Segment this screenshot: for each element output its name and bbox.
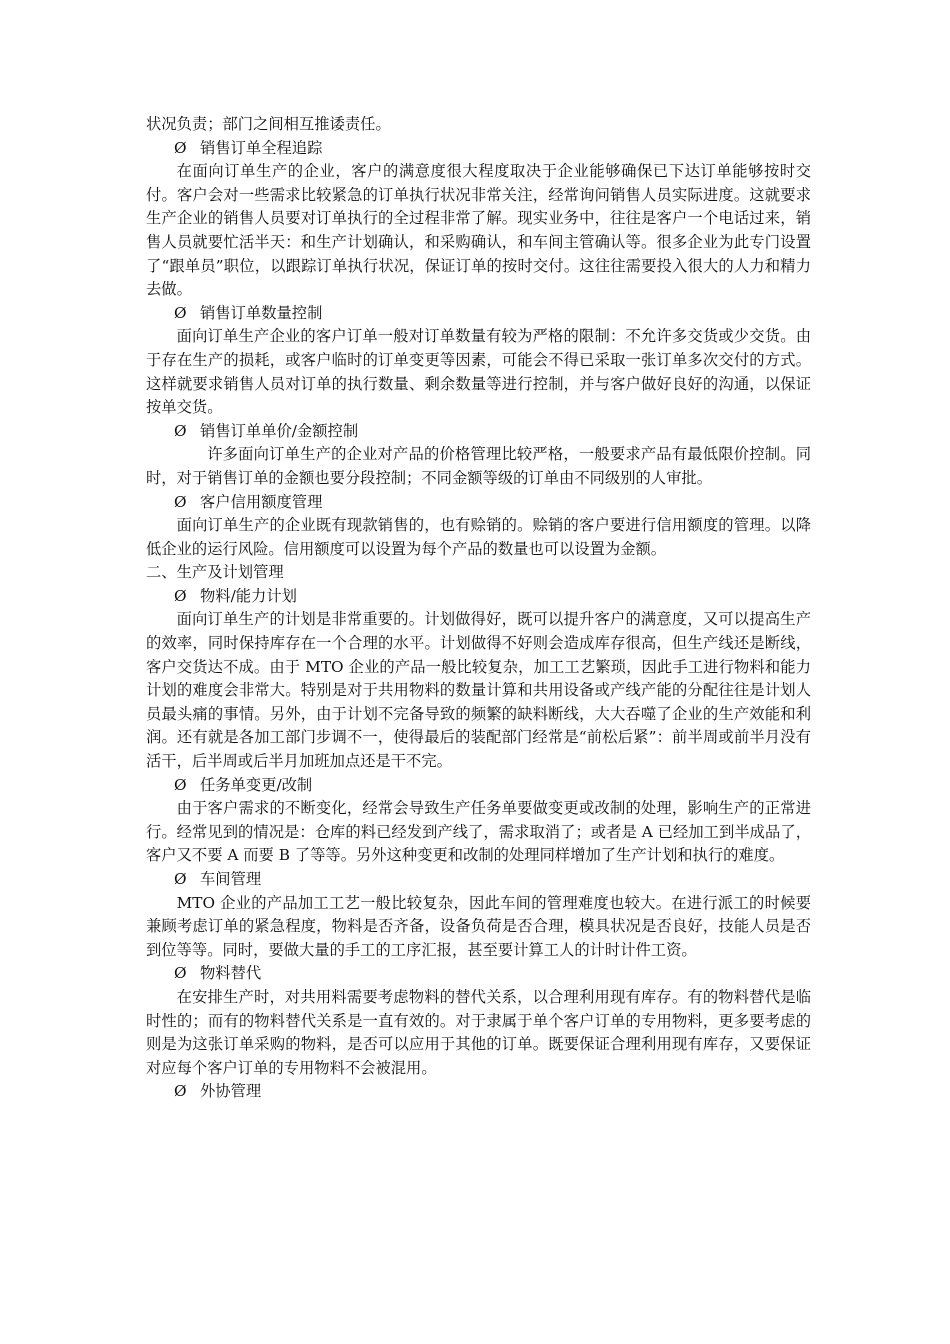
bullet-symbol-icon: Ø xyxy=(174,964,187,983)
bullet-heading-text: 销售订单数量控制 xyxy=(200,303,323,322)
paragraph: 由于客户需求的不断变化，经常会导致生产任务单要做变更或改制的处理，影响生产的正常进行。经常见到的情况是：仓库的料已经发到产线了，需求取消了；或者是 A 已经加工到半成品了，客户又不要 A 而要 B 了等等。另外这种变更和改制的处理同样增加了生产计划和执行的难度。 xyxy=(146,799,811,865)
paragraph: MTO 企业的产品加工工艺一般比较复杂，因此车间的管理难度也较大。在进行派工的时候要兼顾考虑订单的紧急程度，物料是否齐备，设备负荷是否合理，模具状况是否良好，技能人员是否到位等等。同时，要做大量的手工的工序汇报，甚至要计算工人的计时计件工资。 xyxy=(146,893,811,959)
bullet-heading xyxy=(146,962,811,986)
paragraph: 面向订单生产企业的客户订单一般对订单数量有较为严格的限制：不允许多交货或少交货。由于存在生产的损耗，或客户临时的订单变更等因素，可能会不得已采取一张订单多次交付的方式。这样就要求销售人员对订单的执行数量、剩余数量等进行控制，并与客户做好良好的沟通，以保证按单交货。 xyxy=(146,327,811,417)
paragraph: 在安排生产时，对共用料需要考虑物料的替代关系，以合理利用现有库存。有的物料替代是临时性的；而有的物料替代关系是一直有效的。对于隶属于单个客户订单的专用物料，更多要考虑的则是为这张订单采购的物料，是否可以应用于其他的订单。既要保证合理利用现有库存，又要保证对应每个客户订单的专用物料不会被混用。 xyxy=(146,987,811,1077)
bullet-symbol-icon: Ø xyxy=(174,492,187,511)
bullet-symbol-icon: Ø xyxy=(174,303,187,322)
bullet-symbol-icon: Ø xyxy=(174,586,187,605)
bullet-heading xyxy=(146,868,811,892)
document-page xyxy=(146,113,811,1104)
bullet-heading-text: 销售订单全程追踪 xyxy=(200,138,323,157)
bullet-heading xyxy=(146,491,811,515)
paragraph: 面向订单生产的计划是非常重要的。计划做得好，既可以提升客户的满意度，又可以提高生产的效率，同时保持库存在一个合理的水平。计划做得不好则会造成库存很高，但生产线还是断线，客户交货达不成。由于 MTO 企业的产品一般比较复杂，加工工艺繁琐，因此手工进行物料和能力计划的难度会非常大。特别是对于共用物料的数量计算和共用设备或产线产能的分配往往是计划人员最头痛的事情。另外，由于计划不完备导致的频繁的缺料断线，大大吞噬了企业的生产效能和利润。还有就是各加工部门步调不一，使得最后的装配部门经常是“前松后紧”：前半周或前半月没有活干，后半周或后半月加班加点还是干不完。 xyxy=(146,610,811,771)
bullet-heading xyxy=(146,137,811,161)
bullet-symbol-icon: Ø xyxy=(174,421,187,440)
bullet-heading xyxy=(146,585,811,609)
bullet-heading xyxy=(146,302,811,326)
bullet-heading xyxy=(146,1080,811,1104)
bullet-heading-text: 客户信用额度管理 xyxy=(200,492,323,511)
bullet-symbol-icon: Ø xyxy=(174,775,187,794)
paragraph: 在面向订单生产的企业，客户的满意度很大程度取决于企业能够确保已下达订单能够按时交付。客户会对一些需求比较紧急的订单执行状况非常关注，经常询问销售人员实际进度。这就要求生产企业的销售人员要对订单执行的全过程非常了解。现实业务中，往往是客户一个电话过来，销售人员就要忙活半天：和生产计划确认，和采购确认，和车间主管确认等。很多企业为此专门设置了“跟单员”职位，以跟踪订单执行状况，保证订单的按时交付。这往往需要投入很大的人力和精力去做。 xyxy=(146,162,811,299)
bullet-heading-text: 物料替代 xyxy=(200,964,262,983)
bullet-heading xyxy=(146,420,811,444)
bullet-heading xyxy=(146,774,811,798)
bullet-heading-text: 车间管理 xyxy=(200,870,262,888)
section-heading: 二、生产及计划管理 xyxy=(146,563,284,582)
bullet-symbol-icon: Ø xyxy=(174,1082,187,1101)
paragraph: 许多面向订单生产的企业对产品的价格管理比较严格，一般要求产品有最低限价控制。同时，对于销售订单的金额也要分段控制；不同金额等级的订单由不同级别的人审批。 xyxy=(146,445,811,487)
bullet-heading-text: 任务单变更/改制 xyxy=(200,775,313,794)
paragraph: 面向订单生产的企业既有现款销售的，也有赊销的。赊销的客户要进行信用额度的管理。以降低企业的运行风险。信用额度可以设置为每个产品的数量也可以设置为金额。 xyxy=(146,516,811,558)
bullet-heading-text: 销售订单单价/金额控制 xyxy=(200,421,359,440)
bullet-heading-text: 外协管理 xyxy=(200,1082,262,1101)
paragraph: 状况负责；部门之间相互推诿责任。 xyxy=(146,115,391,133)
bullet-symbol-icon: Ø xyxy=(174,138,187,157)
bullet-heading-text: 物料/能力计划 xyxy=(200,586,297,605)
bullet-symbol-icon: Ø xyxy=(174,870,187,888)
